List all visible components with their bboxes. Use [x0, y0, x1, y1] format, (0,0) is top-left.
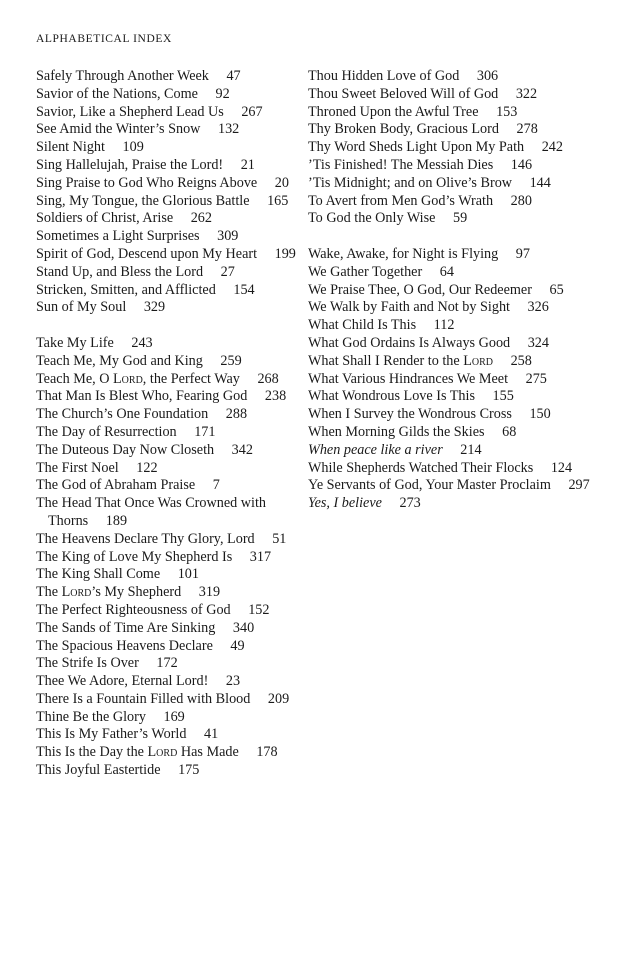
index-entry	[36, 691, 306, 709]
entry-page-number: 309	[217, 228, 239, 245]
index-entry	[308, 139, 608, 157]
entry-page-number: 51	[272, 530, 287, 547]
entry-title: ’Tis Midnight; and on Olive’s Brow	[308, 174, 513, 191]
entry-page-number: 171	[194, 423, 216, 440]
entry-title: The Sands of Time Are Sinking	[36, 619, 216, 636]
entry-page-number: 275	[525, 370, 547, 387]
index-entry	[36, 157, 306, 175]
entry-title: What Wondrous Love Is This	[308, 388, 475, 405]
entry-title: The Church’s One Foundation	[36, 406, 209, 423]
entry-page-number: 109	[122, 139, 144, 156]
entry-title: We Walk by Faith and Not by Sight	[308, 299, 510, 316]
entry-title: To Avert from Men God’s Wrath	[308, 192, 494, 209]
entry-title: Ye Servants of God, Your Master Proclaim	[308, 477, 551, 494]
entry-title: This Is the Day the Lord Has Made	[36, 744, 239, 761]
entry-page-number: 49	[230, 637, 245, 654]
entry-title: We Praise Thee, O God, Our Redeemer	[308, 281, 532, 298]
index-entry	[36, 709, 306, 727]
entry-page-number: 47	[226, 68, 241, 84]
index-entry	[36, 655, 306, 673]
index-entry	[36, 388, 306, 406]
entry-title: The Heavens Declare Thy Glory, Lord	[36, 530, 255, 547]
index-entry	[36, 762, 306, 780]
entry-title: We Gather Together	[308, 263, 423, 280]
index-entry	[36, 193, 306, 211]
entry-title: Teach Me, My God and King	[36, 352, 203, 369]
entry-page-number: 273	[399, 495, 421, 512]
entry-title: Stricken, Smitten, and Afflicted	[36, 281, 216, 298]
index-entry	[308, 264, 608, 282]
index-entry	[36, 620, 306, 638]
entry-title: The King Shall Come	[36, 566, 161, 583]
entry-title: Sun of My Soul	[36, 299, 127, 316]
entry-page-number: 152	[248, 601, 270, 618]
entry-title: When Morning Gilds the Skies	[308, 423, 485, 440]
index-entry	[308, 406, 608, 424]
entry-page-number: 243	[131, 334, 153, 351]
entry-title: Teach Me, O Lord, the Perfect Way	[36, 370, 240, 387]
index-entry	[308, 335, 608, 353]
entry-page-number: 59	[452, 210, 468, 227]
entry-page-number: 124	[550, 459, 573, 476]
entry-page-number: 154	[233, 281, 255, 298]
index-entry	[308, 424, 608, 442]
entry-page-number: 7	[212, 477, 220, 494]
entry-page-number: 41	[204, 726, 219, 743]
entry-page-number: 27	[220, 263, 235, 280]
entry-title: The Head That Once Was Crowned with Thorns	[36, 495, 266, 529]
entry-title: Soldiers of Christ, Arise	[36, 210, 174, 227]
entry-title: Thou Hidden Love of God	[308, 68, 460, 84]
index-entry	[308, 317, 608, 335]
entry-title: The God of Abraham Praise	[36, 477, 196, 494]
entry-title: Sometimes a Light Surprises	[36, 228, 200, 245]
entry-page-number: 324	[527, 334, 549, 351]
index-entry	[36, 139, 306, 157]
index-entry	[36, 228, 306, 246]
entry-page-number: 268	[257, 370, 279, 387]
entry-page-number: 132	[217, 121, 240, 138]
index-entry	[36, 638, 306, 656]
running-header: ALPHABETICAL INDEX	[36, 33, 172, 45]
index-entry	[36, 264, 306, 282]
index-entry	[308, 388, 608, 406]
entry-page-number: 297	[568, 477, 590, 494]
entry-title: Wake, Awake, for Night is Flying	[308, 245, 499, 262]
index-entry	[36, 299, 306, 317]
index-entry	[308, 442, 608, 460]
entry-title: Safely Through Another Week	[36, 68, 209, 84]
entry-page-number: 340	[232, 619, 255, 636]
index-entry	[36, 406, 306, 424]
index-entry	[36, 246, 306, 264]
index-entry	[308, 210, 608, 228]
entry-page-number: 317	[249, 548, 272, 565]
entry-title: Thy Word Sheds Light Upon My Path	[308, 139, 525, 156]
entry-title: See Amid the Winter’s Snow	[36, 121, 201, 138]
entry-page-number: 97	[515, 245, 530, 262]
entry-title: Yes, I believe	[308, 495, 382, 512]
entry-title: Thee We Adore, Eternal Lord!	[36, 673, 209, 690]
index-entry	[308, 86, 608, 104]
index-entry	[308, 371, 608, 389]
index-entry	[308, 68, 608, 86]
entry-title: Sing, My Tongue, the Glorious Battle	[36, 192, 250, 209]
entry-page-number: 153	[496, 103, 518, 120]
entry-page-number: 258	[510, 352, 532, 369]
section-gap	[36, 317, 306, 335]
entry-page-number: 319	[198, 584, 221, 601]
entry-page-number: 342	[231, 441, 253, 458]
index-entry	[308, 460, 608, 478]
entry-title: Savior, Like a Shepherd Lead Us	[36, 103, 224, 120]
entry-title: The Duteous Day Now Closeth	[36, 441, 215, 458]
index-entry	[36, 531, 306, 549]
entry-page-number: 329	[143, 299, 166, 316]
entry-page-number: 267	[241, 103, 263, 120]
entry-title: The Day of Resurrection	[36, 423, 177, 440]
index-entry	[36, 744, 306, 762]
entry-page-number: 189	[105, 512, 128, 529]
index-column-left	[36, 68, 306, 780]
entry-page-number: 21	[240, 156, 255, 173]
entry-title: Thy Broken Body, Gracious Lord	[308, 121, 499, 138]
index-entry	[36, 602, 306, 620]
index-entry	[36, 477, 306, 495]
index-entry	[308, 246, 608, 264]
entry-page-number: 150	[529, 406, 551, 423]
entry-title: The Strife Is Over	[36, 655, 139, 672]
index-entry	[36, 68, 306, 86]
entry-page-number: 122	[136, 459, 158, 476]
index-column-right	[308, 68, 608, 513]
index-entry	[36, 566, 306, 584]
entry-page-number: 23	[225, 673, 241, 690]
entry-title: Take My Life	[36, 334, 114, 351]
index-entry	[36, 104, 306, 122]
entry-page-number: 175	[178, 762, 200, 779]
entry-page-number: 259	[220, 352, 242, 369]
entry-title: The Lord’s My Shepherd	[36, 584, 182, 601]
entry-title: Spirit of God, Descend upon My Heart	[36, 245, 258, 262]
index-entry	[308, 175, 608, 193]
entry-page-number: 209	[267, 690, 290, 707]
entry-title: ’Tis Finished! The Messiah Dies	[308, 156, 494, 173]
entry-title: What Shall I Render to the Lord	[308, 352, 494, 369]
index-entry	[36, 584, 306, 602]
index-entry	[36, 353, 306, 371]
index-entry	[308, 157, 608, 175]
index-entry	[308, 193, 608, 211]
entry-page-number: 199	[274, 245, 296, 262]
entry-page-number: 278	[516, 121, 538, 138]
entry-title: This Is My Father’s World	[36, 726, 187, 743]
entry-title: There Is a Fountain Filled with Blood	[36, 690, 251, 707]
index-entry	[36, 371, 306, 389]
index-entry	[36, 726, 306, 744]
entry-title: Sing Praise to God Who Reigns Above	[36, 174, 258, 191]
entry-page-number: 146	[510, 156, 533, 173]
entry-title: What God Ordains Is Always Good	[308, 334, 511, 351]
index-entry	[308, 121, 608, 139]
index-entry	[308, 477, 608, 495]
entry-page-number: 144	[529, 174, 551, 191]
index-entry	[308, 495, 608, 513]
entry-title: The Spacious Heavens Declare	[36, 637, 213, 654]
entry-title: What Various Hindrances We Meet	[308, 370, 509, 387]
index-entry	[308, 282, 608, 300]
entry-page-number: 288	[225, 406, 248, 423]
entry-title: Throned Upon the Awful Tree	[308, 103, 479, 120]
index-entry	[36, 673, 306, 691]
entry-page-number: 68	[502, 423, 517, 440]
entry-title: Stand Up, and Bless the Lord	[36, 263, 204, 280]
entry-title: Thou Sweet Beloved Will of God	[308, 85, 499, 102]
entry-title: Silent Night	[36, 139, 105, 156]
entry-title: The First Noel	[36, 459, 119, 476]
entry-page-number: 238	[264, 388, 287, 405]
entry-title: What Child Is This	[308, 317, 417, 334]
index-entry	[36, 86, 306, 104]
entry-page-number: 165	[267, 192, 289, 209]
index-entry	[36, 175, 306, 193]
index-entry	[36, 121, 306, 139]
entry-title: When I Survey the Wondrous Cross	[308, 406, 512, 423]
entry-title: To God the Only Wise	[308, 210, 436, 227]
index-entry	[36, 210, 306, 228]
entry-title: Savior of the Nations, Come	[36, 85, 198, 102]
entry-title: Thine Be the Glory	[36, 708, 146, 725]
index-entry	[36, 495, 306, 531]
entry-page-number: 155	[492, 388, 514, 405]
entry-page-number: 169	[163, 708, 185, 725]
entry-title: The King of Love My Shepherd Is	[36, 548, 233, 565]
entry-page-number: 280	[510, 192, 532, 209]
entry-page-number: 242	[541, 139, 563, 156]
index-entry	[36, 424, 306, 442]
entry-title: That Man Is Blest Who, Fearing God	[36, 388, 248, 405]
entry-title: While Shepherds Watched Their Flocks	[308, 459, 534, 476]
index-entry	[308, 353, 608, 371]
entry-page-number: 306	[476, 68, 499, 84]
entry-title: Sing Hallelujah, Praise the Lord!	[36, 156, 224, 173]
entry-page-number: 64	[439, 263, 454, 280]
section-gap	[308, 228, 608, 246]
entry-page-number: 92	[215, 85, 230, 102]
entry-page-number: 20	[274, 174, 289, 191]
entry-page-number: 101	[177, 566, 199, 583]
entry-page-number: 262	[190, 210, 212, 227]
entry-title: When peace like a river	[308, 441, 443, 458]
entry-page-number: 65	[549, 281, 564, 298]
entry-page-number: 178	[256, 744, 278, 761]
index-entry	[36, 549, 306, 567]
index-entry	[308, 299, 608, 317]
entry-page-number: 326	[527, 299, 549, 316]
entry-page-number: 172	[156, 655, 178, 672]
entry-page-number: 322	[515, 85, 538, 102]
entry-title: The Perfect Righteousness of God	[36, 601, 231, 618]
index-entry	[36, 335, 306, 353]
entry-page-number: 112	[433, 317, 455, 334]
entry-page-number: 214	[460, 441, 482, 458]
index-entry	[36, 282, 306, 300]
index-entry	[36, 460, 306, 478]
entry-title: This Joyful Eastertide	[36, 762, 161, 779]
index-entry	[36, 442, 306, 460]
index-entry	[308, 104, 608, 122]
